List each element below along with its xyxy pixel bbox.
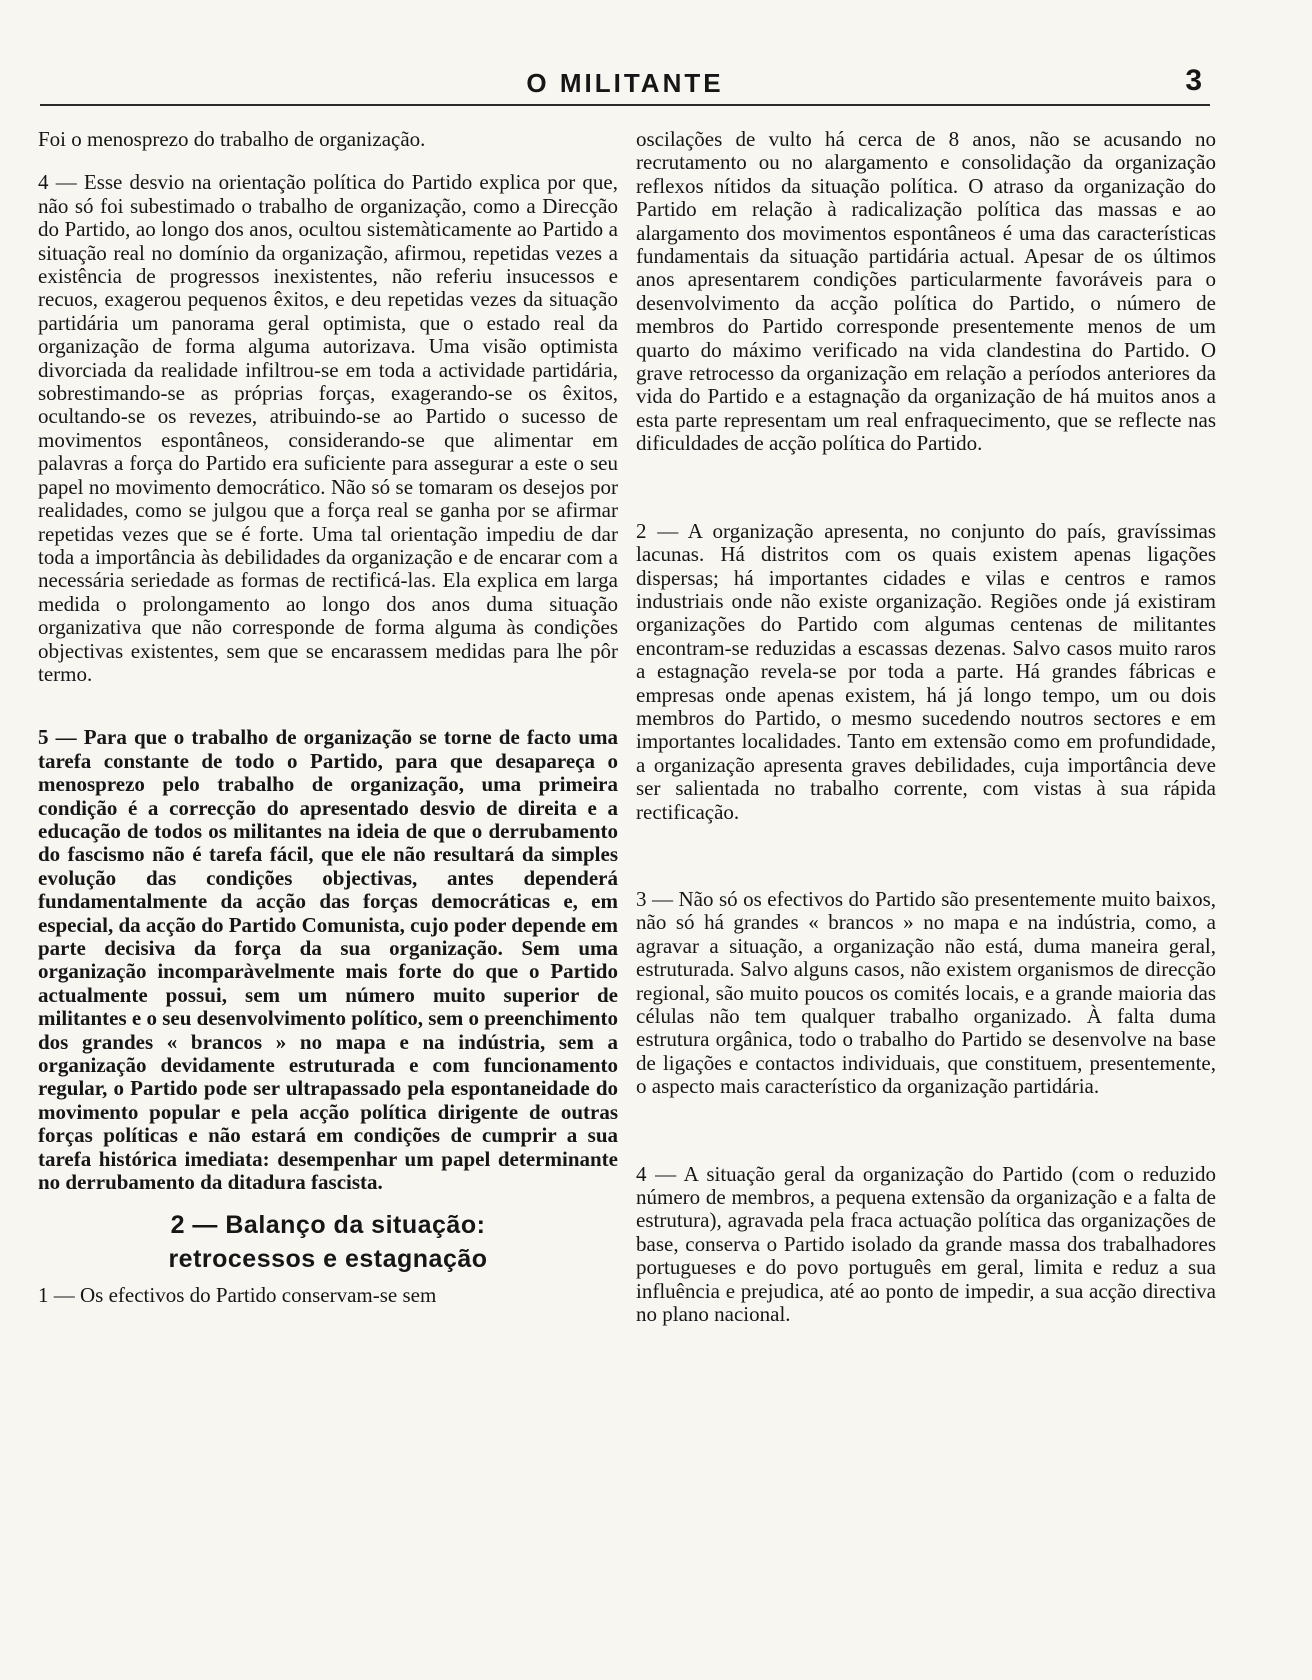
section-heading-line: retrocessos e estagnação xyxy=(168,1245,488,1274)
paragraph: oscilações de vulto há cerca de 8 anos, não se acusando no recrutamento ou no alargamento e consolidação da organização reflexos nítidos da situação política. O atraso da organização do Partido em relação à radicalização política das massas e ao alargamento dos movimentos espontâneos é uma das características fundamentais da situação partidária actual. Apesar de os últimos anos apresentarem condições particularmente favoráveis para o desenvolvimento da acção política do Partido, o número de membros do Partido corresponde presentemente menos de um quarto do máximo verificado na vida clandestina do Partido. O grave retrocesso da organização em relação a períodos anteriores da vida do Partido e a estagnação da organização de há muitos anos a esta parte representam um real enfraquecimento, que se reflecte nas dificuldades de acção política do Partido. xyxy=(636,127,1216,456)
paragraph: 2 — A organização apresenta, no conjunto do país, gravíssimas lacunas. Há distritos com os quais existem apenas ligações dispersas; há importantes cidades e vilas e centros e ramos industriais onde não existe organização. Regiões onde já existiram organizações do Partido com algumas centenas de militantes encontram-se reduzidas a escassas dezenas. Salvo casos muito raros a estagnação revela-se por toda a parte. Há grandes fábricas e empresas onde apenas existem, há já longo tempo, um ou dois membros do Partido, o mesmo sucedendo noutros sectores e em importantes localidades. Tanto em extensão como em profundidade, a organização apresenta graves debilidades, cuja importância deve ser salientada no trabalho corrente, com vistas à sua rápida rectificação. xyxy=(636,518,1216,824)
right-column xyxy=(636,128,1216,1326)
publication-title: O MILITANTE xyxy=(526,68,724,98)
paragraph: 1 — Os efectivos do Partido conservam-se sem xyxy=(38,1283,437,1308)
paragraph: 3 — Não só os efectivos do Partido são presentemente muito baixos, não só há grandes « brancos » no mapa e na indústria, como, a agravar a situação, a organização não está, duma maneira geral, estruturada. Salvo alguns casos, não existem organismos de direcção regional, são muito poucos os comités locais, e a grande maioria das células não tem qualquer trabalho organizado. À falta duma estrutura orgânica, todo o trabalho do Partido se desenvolve na base de ligações e contactos individuais, que constituem, presentemente, o aspecto mais característico da organização partidária. xyxy=(636,886,1216,1099)
paragraph: Foi o menosprezo do trabalho de organização. xyxy=(38,127,426,151)
page-header xyxy=(40,62,1210,106)
section-heading-line: 2 — Balanço da situação: xyxy=(170,1211,486,1240)
section-heading xyxy=(38,1208,618,1276)
paragraph: 5 — Para que o trabalho de organização se torne de facto uma tarefa constante de todo o Partido, para que desapareça o menosprezo pelo trabalho de organização, uma primeira condição é a correcção do apresentado desvio de direita e a educação de todos os militantes na ideia de que o derrubamento do fascismo não é tarefa fácil, que ele não resultará da simples evolução das condições objectivas, antes dependerá fundamentalmente da acção das forças democráticas e, em especial, da acção do Partido Comunista, cujo poder depende em parte decisiva da força da sua organização. Sem uma organização incomparàvelmente mais forte do que o Partido actualmente possui, sem um número muito superior de militantes e o seu desenvolvimento político, sem o preenchimento dos grandes « brancos » no mapa e na indústria, sem a organização devidamente estruturada e com funcionamento regular, o Partido pode ser ultrapassado pela espontaneidade do movimento popular e pela acção política dirigente de outras forças políticas e não estará em condições de cumprir a sua tarefa histórica imediata: desempenhar um papel determinante no derrubamento da ditadura fascista. xyxy=(38,725,619,1195)
left-column xyxy=(38,128,618,1308)
page-number: 3 xyxy=(1185,64,1202,97)
paragraph: 4 — A situação geral da organização do Partido (com o reduzido número de membros, a pequena extensão da organização e a falta de estrutura), agravada pela fraca actuação política das organizações de base, conserva o Partido isolado da grande massa dos trabalhadores portugueses e do povo português em geral, limita e reduz a sua influência e prejudica, até ao ponto de impedir, a sua acção directiva no plano nacional. xyxy=(636,1161,1216,1327)
paragraph: 4 — Esse desvio na orientação política do Partido explica por que, não só foi subestimado o trabalho de organização, como a Direcção do Partido, ao longo dos anos, ocultou sistemàticamente ao Partido a situação real no domínio da organização, afirmou, repetidas vezes a existência de progressos inexistentes, não referiu insucessos e recuos, exagerou pequenos êxitos, e deu repetidas vezes da situação partidária um panorama geral optimista, que o estado real da organização de forma alguma autorizava. Uma visão optimista divorciada da realidade infiltrou-se em toda a actividade partidária, sobrestimando-se as próprias forças, exagerando-se os êxitos, ocultando-se os revezes, atribuindo-se ao Partido o sucesso de movimentos espontâneos, considerando-se que alimentar em palavras a força do Partido era suficiente para assegurar a este o seu papel no movimento democrático. Não só se tomaram os desejos por realidades, como se julgou que a força real se ganha por se afirmar repetidas vezes que se é forte. Uma tal orientação impediu de dar toda a importância às debilidades da organização e de encarar com a necessária seriedade as formas de rectificá-las. Ela explica em larga medida o prolongamento ao longo dos anos duma situação organizativa que não corresponde de forma alguma às condições objectivas existentes, sem que se encarassem medidas para lhe pôr termo. xyxy=(38,170,618,686)
